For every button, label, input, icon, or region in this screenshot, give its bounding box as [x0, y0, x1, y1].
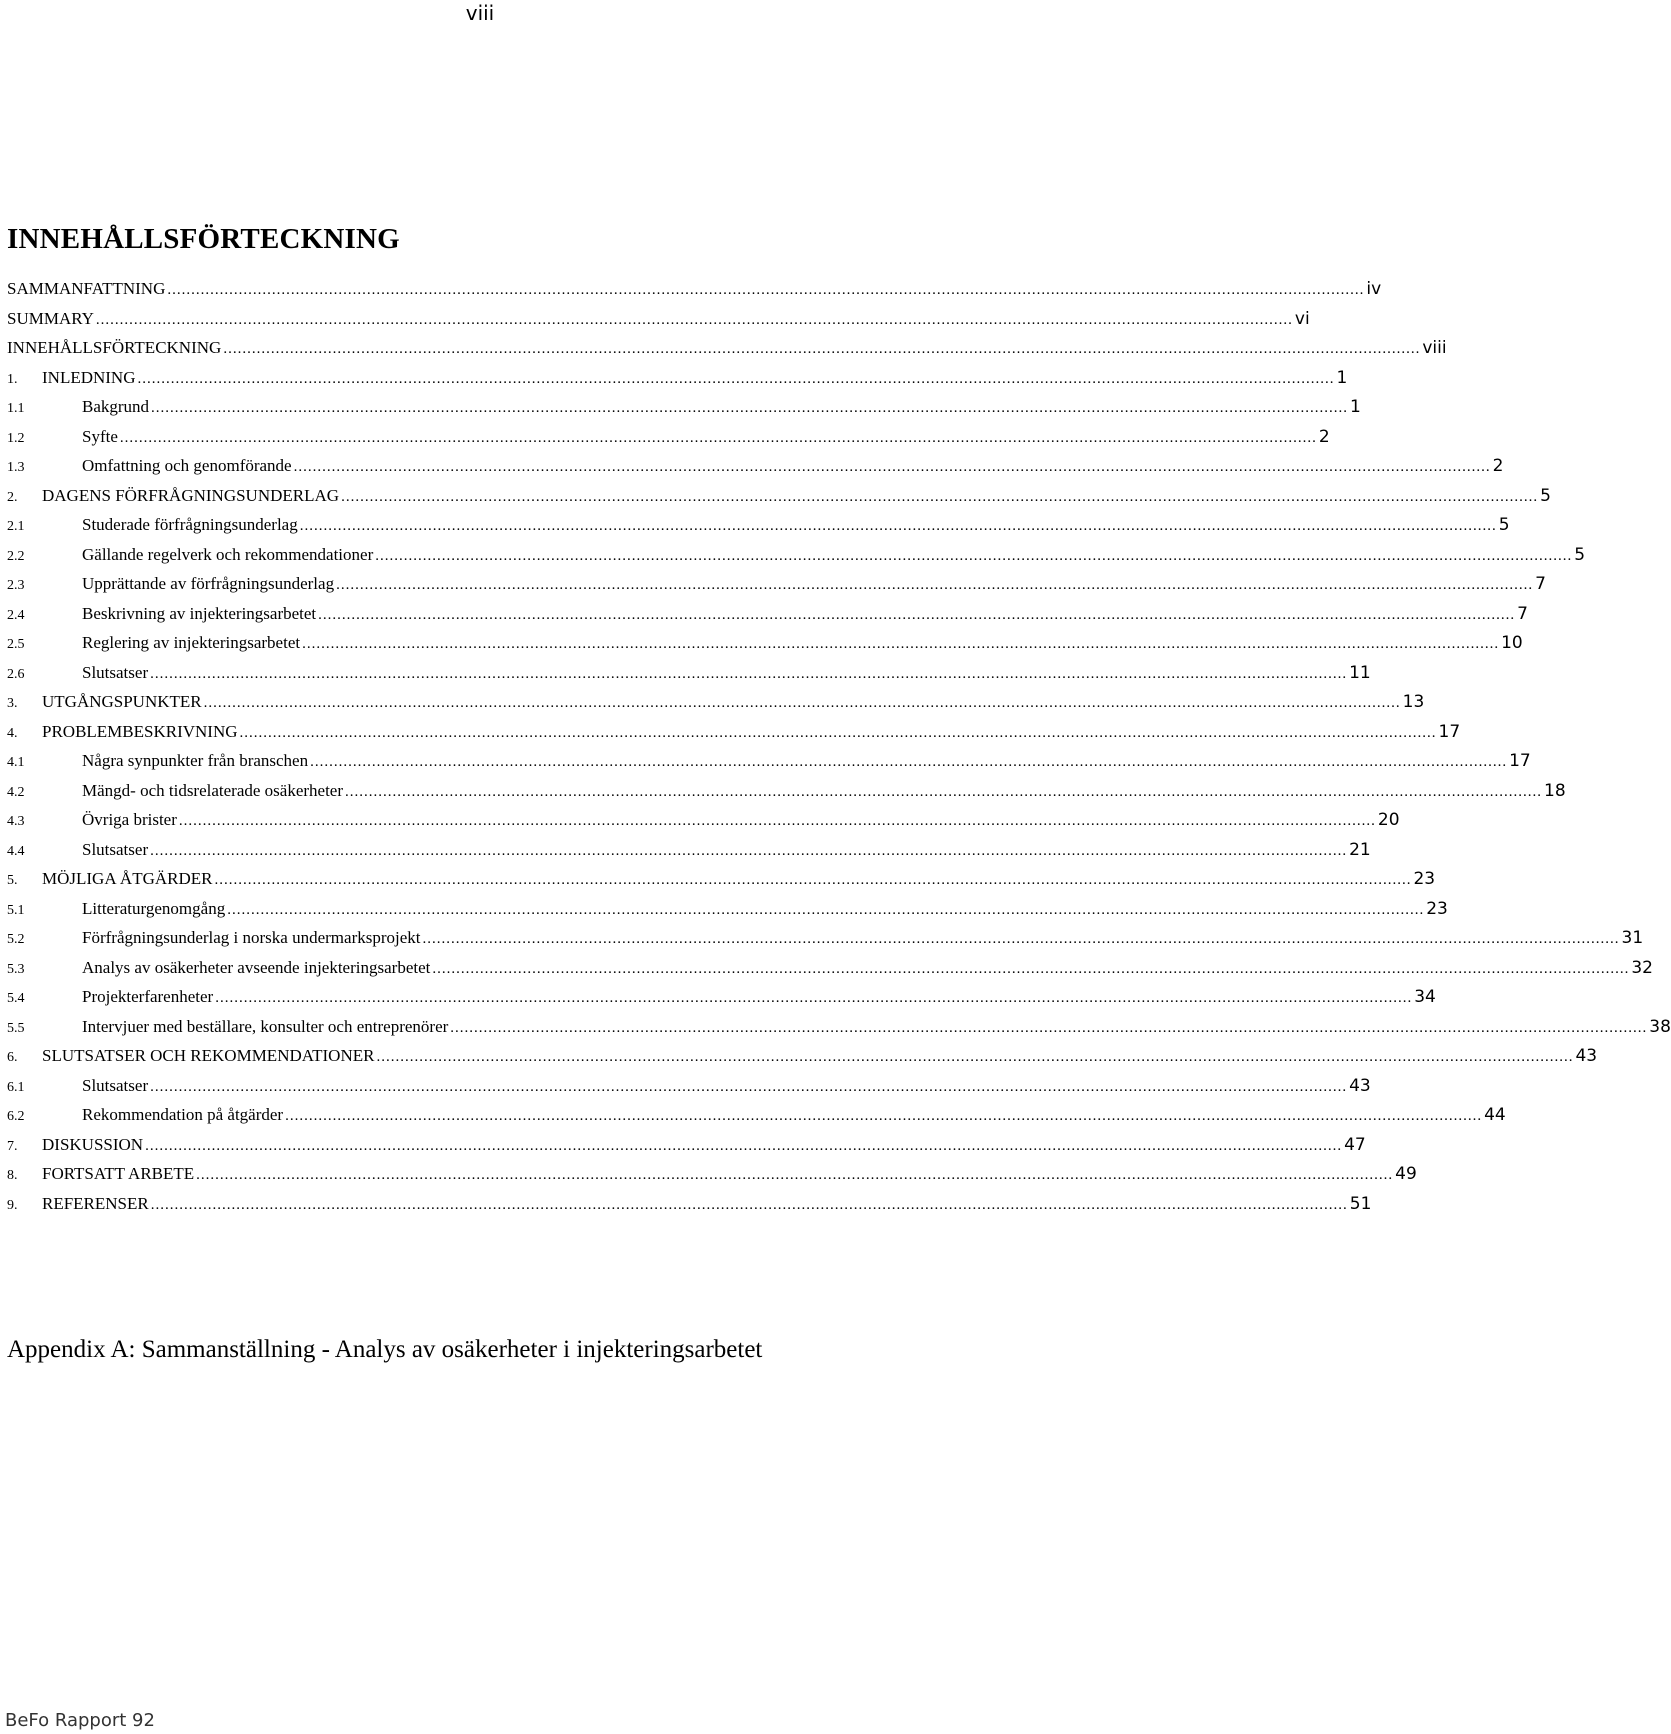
toc-entry-title: Slutsatser	[82, 662, 149, 682]
toc-dot-leader	[150, 666, 1347, 683]
report-footer: BeFo Rapport 92	[5, 1710, 155, 1731]
toc-entry-page: 20	[1377, 810, 1400, 830]
toc-entry-title: Rekommendation på åtgärder	[82, 1105, 284, 1124]
toc-entry-number: 2.2	[7, 548, 25, 564]
toc-entry-title: Slutsatser	[82, 839, 149, 859]
toc-entry-title: SAMMANFATTNING	[7, 279, 166, 298]
toc-entry[interactable]	[7, 515, 1510, 545]
toc-entry-page: 5	[1498, 515, 1510, 535]
toc-dot-leader	[285, 1108, 1482, 1125]
toc-entry-title: Litteraturgenomgång	[82, 898, 226, 918]
toc-entry-page: 17	[1438, 721, 1461, 742]
toc-entry[interactable]	[7, 810, 1400, 840]
toc-entry-page: 18	[1544, 780, 1566, 801]
toc-entry-page: 1	[1336, 367, 1348, 388]
toc-entry[interactable]	[7, 869, 1436, 899]
toc-entry-page: 23	[1426, 898, 1448, 919]
toc-entry[interactable]	[7, 1046, 1598, 1076]
toc-entry[interactable]	[7, 308, 1310, 339]
toc-entry-title: INLEDNING	[42, 367, 136, 387]
toc-entry[interactable]	[7, 456, 1504, 486]
toc-dot-leader	[240, 725, 1437, 742]
toc-entry-number: 9.	[7, 1197, 18, 1213]
toc-entry-page: iv	[1366, 279, 1382, 299]
toc-entry-number: 7.	[7, 1138, 18, 1154]
toc-entry-title: Övriga brister	[82, 810, 177, 829]
toc-entry-title: Förfrågningsunderlag i norska undermarksprojekt	[82, 928, 421, 947]
toc-entry-title: Bakgrund	[82, 397, 150, 416]
toc-entry[interactable]	[7, 397, 1361, 427]
toc-entry-title: PROBLEMBESKRIVNING	[42, 721, 238, 741]
toc-entry-page: 17	[1509, 751, 1531, 771]
toc-dot-leader	[294, 459, 1491, 476]
toc-entry-page: 23	[1413, 869, 1436, 889]
toc-dot-leader	[432, 961, 1629, 978]
toc-dot-leader	[120, 430, 1317, 447]
toc-entry-page: 13	[1402, 692, 1425, 712]
toc-entry-number: 5.4	[7, 991, 25, 1006]
toc-entry[interactable]	[7, 485, 1551, 516]
toc-entry[interactable]	[7, 633, 1523, 663]
toc-entry[interactable]	[7, 544, 1586, 575]
toc-entry-number: 1.1	[7, 401, 25, 416]
toc-entry-page: 31	[1621, 928, 1644, 948]
toc-entry[interactable]	[7, 279, 1382, 309]
toc-entry[interactable]	[7, 928, 1644, 958]
toc-entry-number: 2.6	[7, 666, 25, 682]
toc-entry[interactable]	[7, 338, 1447, 368]
toc-entry-title: Intervjuer med beställare, konsulter och entreprenörer	[82, 1016, 449, 1036]
toc-entry-number: 4.	[7, 725, 18, 741]
toc-dot-leader	[137, 371, 1334, 388]
toc-entry-number: 2.5	[7, 637, 25, 652]
toc-entry[interactable]	[7, 839, 1371, 870]
toc-entry[interactable]	[7, 780, 1566, 811]
toc-entry-title: SUMMARY	[7, 308, 94, 328]
toc-heading: INNEHÅLLSFÖRTECKNING	[7, 223, 400, 255]
toc-entry-number: 2.	[7, 489, 18, 505]
toc-entry-page: 49	[1395, 1164, 1417, 1184]
toc-entry-page: 51	[1349, 1193, 1372, 1214]
toc-entry-title: Upprättande av förfrågningsunderlag	[82, 574, 335, 593]
toc-dot-leader	[196, 1167, 1393, 1184]
toc-dot-leader	[167, 282, 1364, 299]
toc-entry-title: REFERENSER	[42, 1193, 149, 1213]
toc-dot-leader	[341, 489, 1538, 506]
toc-entry-page: 44	[1484, 1105, 1506, 1125]
toc-entry-page: 7	[1517, 603, 1528, 624]
toc-entry-number: 5.	[7, 873, 18, 888]
toc-dot-leader	[151, 400, 1348, 417]
toc-entry-number: 6.	[7, 1050, 18, 1065]
toc-dot-leader	[300, 518, 1497, 535]
toc-dot-leader	[179, 813, 1376, 830]
toc-entry-page: 7	[1535, 574, 1546, 594]
toc-entry-number: 4.3	[7, 814, 25, 829]
toc-entry-title: Några synpunkter från branschen	[82, 751, 309, 770]
toc-entry-title: DAGENS FÖRFRÅGNINGSUNDERLAG	[42, 485, 340, 505]
toc-dot-leader	[376, 1049, 1573, 1066]
toc-entry[interactable]	[7, 987, 1436, 1017]
toc-dot-leader	[214, 872, 1411, 889]
toc-entry[interactable]	[7, 662, 1371, 693]
toc-entry-title: DISKUSSION	[42, 1134, 144, 1154]
toc-entry-title: Syfte	[82, 426, 118, 446]
toc-entry-page: 43	[1349, 1075, 1371, 1096]
toc-entry[interactable]	[7, 1193, 1372, 1224]
toc-entry-page: 47	[1344, 1134, 1366, 1155]
toc-dot-leader	[345, 784, 1542, 801]
page-number: viii	[465, 1, 495, 25]
appendix-title: Appendix A: Sammanställning - Analys av osäkerheter i injekteringsarbetet	[7, 1336, 763, 1363]
toc-entry-page: viii	[1422, 338, 1447, 358]
toc-entry-number: 6.2	[7, 1109, 25, 1124]
toc-entry-number: 8.	[7, 1168, 18, 1183]
toc-entry-number: 4.2	[7, 784, 25, 800]
toc-entry-page: 5	[1574, 544, 1586, 565]
toc-entry-page: 1	[1350, 397, 1361, 417]
toc-entry-page: 21	[1349, 839, 1371, 860]
toc-dot-leader	[150, 1079, 1347, 1096]
toc-entry-page: 34	[1414, 987, 1436, 1007]
toc-entry-title: Beskrivning av injekteringsarbetet	[82, 603, 317, 623]
toc-dot-leader	[336, 577, 1533, 594]
toc-entry-title: Gällande regelverk och rekommendationer	[82, 544, 374, 564]
toc-entry-title: Reglering av injekteringsarbetet	[82, 633, 301, 652]
toc-entry-title: Projekterfarenheter	[82, 987, 214, 1006]
toc-dot-leader	[215, 990, 1412, 1007]
toc-dot-leader	[450, 1020, 1647, 1037]
toc-dot-leader	[423, 931, 1620, 948]
toc-dot-leader	[318, 607, 1515, 624]
toc-entry-title: UTGÅNGSPUNKTER	[42, 692, 202, 711]
toc-entry-title: Mängd- och tidsrelaterade osäkerheter	[82, 780, 344, 800]
toc-entry-number: 1.2	[7, 430, 25, 446]
toc-entry-number: 5.2	[7, 932, 25, 947]
toc-list	[7, 279, 1671, 1223]
toc-entry-number: 5.1	[7, 902, 25, 918]
toc-entry-page: 5	[1540, 485, 1551, 506]
toc-entry-number: 5.5	[7, 1020, 25, 1036]
toc-entry[interactable]	[7, 1105, 1506, 1135]
toc-entry-number: 2.1	[7, 519, 25, 534]
toc-entry-title: Slutsatser	[82, 1075, 149, 1095]
toc-dot-leader	[223, 341, 1420, 358]
toc-entry-title: Analys av osäkerheter avseende injekteringsarbetet	[82, 957, 431, 977]
toc-entry[interactable]	[7, 574, 1546, 604]
toc-entry-number: 2.3	[7, 578, 25, 593]
toc-entry[interactable]	[7, 426, 1330, 457]
toc-entry-number: 5.3	[7, 961, 25, 977]
toc-dot-leader	[145, 1138, 1342, 1155]
toc-entry[interactable]	[7, 1016, 1671, 1047]
toc-dot-leader	[150, 843, 1347, 860]
toc-entry-number: 1.	[7, 371, 18, 387]
toc-entry-page: 10	[1501, 633, 1523, 653]
toc-entry-title: Studerade förfrågningsunderlag	[82, 515, 298, 534]
toc-entry-number: 1.3	[7, 460, 25, 475]
toc-entry-title: FORTSATT ARBETE	[42, 1164, 195, 1183]
toc-entry[interactable]	[7, 1075, 1371, 1106]
toc-entry-page: 11	[1349, 662, 1371, 683]
toc-entry-page: 43	[1575, 1046, 1598, 1066]
toc-entry-page: 38	[1649, 1016, 1671, 1037]
toc-entry-number: 2.4	[7, 607, 25, 623]
toc-dot-leader	[310, 754, 1507, 771]
toc-dot-leader	[302, 636, 1499, 653]
toc-entry[interactable]	[7, 1164, 1417, 1194]
toc-entry-page: vi	[1294, 308, 1310, 329]
toc-entry[interactable]	[7, 721, 1461, 752]
toc-dot-leader	[204, 695, 1401, 712]
toc-entry[interactable]	[7, 1134, 1366, 1165]
toc-entry-title: Omfattning och genomförande	[82, 456, 292, 475]
toc-entry-page: 2	[1318, 426, 1330, 447]
toc-entry[interactable]	[7, 957, 1653, 988]
toc-entry-page: 32	[1631, 957, 1653, 978]
toc-entry-title: INNEHÅLLSFÖRTECKNING	[7, 338, 222, 357]
toc-entry[interactable]	[7, 692, 1425, 722]
toc-entry-title: MÖJLIGA ÅTGÄRDER	[42, 869, 213, 888]
toc-dot-leader	[96, 312, 1293, 329]
toc-entry[interactable]	[7, 367, 1348, 398]
toc-entry[interactable]	[7, 751, 1531, 781]
toc-dot-leader	[375, 548, 1572, 565]
toc-entry-title: SLUTSATSER OCH REKOMMENDATIONER	[42, 1046, 375, 1065]
toc-entry-number: 6.1	[7, 1079, 25, 1095]
toc-entry-number: 3.	[7, 696, 18, 711]
toc-entry[interactable]	[7, 603, 1528, 634]
toc-dot-leader	[227, 902, 1424, 919]
toc-entry-number: 4.4	[7, 843, 25, 859]
toc-dot-leader	[151, 1197, 1348, 1214]
toc-entry[interactable]	[7, 898, 1448, 929]
toc-entry-number: 4.1	[7, 755, 25, 770]
toc-entry-page: 2	[1492, 456, 1504, 476]
